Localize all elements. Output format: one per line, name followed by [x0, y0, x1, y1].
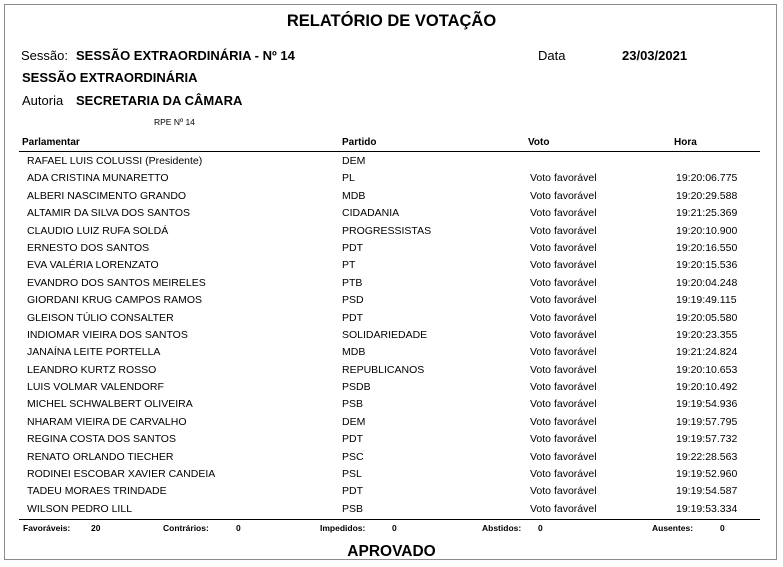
impeded-label: Impedidos:	[320, 523, 366, 533]
impeded-count: 0	[392, 523, 397, 533]
vote-time: 19:20:29.588	[676, 189, 738, 202]
member-name: EVANDRO DOS SANTOS MEIRELES	[27, 276, 206, 289]
vote-time: 19:21:24.824	[676, 346, 738, 359]
table-row	[0, 396, 783, 413]
vote-table-body	[0, 153, 783, 518]
member-name: ALTAMIR DA SILVA DOS SANTOS	[27, 207, 190, 220]
vote: Voto favorável	[530, 450, 597, 463]
member-name: ALBERI NASCIMENTO GRANDO	[27, 189, 187, 202]
header-partido: Partido	[342, 137, 377, 148]
vote-result: APROVADO	[347, 543, 436, 560]
table-row	[0, 188, 783, 205]
member-name: RENATO ORLANDO TIECHER	[27, 450, 174, 463]
vote: Voto favorável	[530, 363, 597, 376]
session-type: SESSÃO EXTRAORDINÁRIA	[22, 70, 198, 85]
vote: Voto favorável	[530, 207, 597, 220]
party: DEM	[342, 415, 366, 428]
party: PTB	[342, 276, 363, 289]
party: SOLIDARIEDADE	[342, 328, 428, 341]
member-name: EVA VALÉRIA LORENZATO	[27, 259, 159, 272]
table-row	[0, 344, 783, 361]
table-row	[0, 362, 783, 379]
party: PSL	[342, 468, 362, 481]
vote-time: 19:20:10.492	[676, 381, 738, 394]
vote-time: 19:19:57.732	[676, 433, 738, 446]
table-row	[0, 379, 783, 396]
vote-time: 19:20:23.355	[676, 328, 738, 341]
member-name: GLEISON TÚLIO CONSALTER	[27, 311, 174, 324]
vote-time: 19:20:05.580	[676, 311, 738, 324]
vote: Voto favorável	[530, 172, 597, 185]
vote-time: 19:20:10.900	[676, 224, 738, 237]
table-row	[0, 431, 783, 448]
vote-time: 19:19:54.936	[676, 398, 738, 411]
session-value: SESSÃO EXTRAORDINÁRIA - Nº 14	[76, 48, 295, 63]
date-value: 23/03/2021	[622, 48, 688, 63]
party: PDT	[342, 485, 363, 498]
vote: Voto favorável	[530, 328, 597, 341]
vote: Voto favorável	[530, 189, 597, 202]
party: REPUBLICANOS	[342, 363, 425, 376]
vote-time: 19:22:28.563	[676, 450, 738, 463]
member-name: LEANDRO KURTZ ROSSO	[27, 363, 157, 376]
vote: Voto favorável	[530, 398, 597, 411]
totals-divider	[19, 519, 760, 520]
report-title: RELATÓRIO DE VOTAÇÃO	[286, 12, 497, 30]
vote: Voto favorável	[530, 294, 597, 307]
header-hora: Hora	[674, 137, 697, 148]
abstained-label: Abstidos:	[482, 523, 522, 533]
against-count: 0	[236, 523, 241, 533]
vote: Voto favorável	[530, 259, 597, 272]
table-row	[0, 292, 783, 309]
table-row	[0, 205, 783, 222]
table-header	[19, 137, 760, 152]
session-label: Sessão:	[21, 48, 68, 63]
table-row	[0, 501, 783, 518]
party: MDB	[342, 346, 366, 359]
vote: Voto favorável	[530, 485, 597, 498]
member-name: MICHEL SCHWALBERT OLIVEIRA	[27, 398, 193, 411]
vote-time: 19:19:57.795	[676, 415, 738, 428]
vote-time: 19:20:04.248	[676, 276, 738, 289]
party: PDT	[342, 241, 363, 254]
vote-time: 19:20:16.550	[676, 241, 738, 254]
member-name: JANAÍNA LEITE PORTELLA	[27, 346, 161, 359]
date-label: Data	[538, 48, 566, 63]
party: PSDB	[342, 381, 371, 394]
vote: Voto favorável	[530, 241, 597, 254]
favorable-count: 20	[91, 523, 101, 533]
vote-time: 19:19:53.334	[676, 502, 738, 515]
vote: Voto favorável	[530, 468, 597, 481]
vote-time: 19:19:52.960	[676, 468, 738, 481]
party: PSB	[342, 502, 364, 515]
member-name: ERNESTO DOS SANTOS	[27, 241, 150, 254]
authorship-value: SECRETARIA DA CÂMARA	[76, 93, 243, 108]
member-name: REGINA COSTA DOS SANTOS	[27, 433, 176, 446]
party: PDT	[342, 311, 363, 324]
vote-time: 19:19:54.587	[676, 485, 738, 498]
absent-count: 0	[720, 523, 725, 533]
table-row	[0, 327, 783, 344]
table-row	[0, 483, 783, 500]
vote: Voto favorável	[530, 224, 597, 237]
favorable-label: Favoráveis:	[23, 523, 71, 533]
vote-time: 19:20:15.536	[676, 259, 738, 272]
party: DEM	[342, 155, 366, 167]
vote: Voto favorável	[530, 276, 597, 289]
abstained-count: 0	[538, 523, 543, 533]
member-name: RODINEI ESCOBAR XAVIER CANDEIA	[27, 468, 216, 481]
vote: Voto favorável	[530, 346, 597, 359]
matter-id: RPE Nº 14	[154, 117, 195, 127]
table-row	[0, 466, 783, 483]
party: PSB	[342, 398, 364, 411]
authorship-label: Autoria	[22, 93, 64, 108]
member-name: RAFAEL LUIS COLUSSI (Presidente)	[27, 155, 203, 167]
absent-label: Ausentes:	[652, 523, 694, 533]
vote-time: 19:21:25.369	[676, 207, 738, 220]
member-name: ADA CRISTINA MUNARETTO	[27, 172, 169, 185]
party: PL	[342, 172, 355, 185]
table-row	[0, 170, 783, 187]
vote: Voto favorável	[530, 311, 597, 324]
vote: Voto favorável	[530, 433, 597, 446]
party: PROGRESSISTAS	[342, 224, 432, 237]
party: MDB	[342, 189, 366, 202]
table-row	[0, 223, 783, 240]
vote: Voto favorável	[530, 415, 597, 428]
vote-time: 19:19:49.115	[676, 294, 737, 307]
table-row	[0, 257, 783, 274]
header-voto: Voto	[528, 137, 550, 148]
member-name: INDIOMAR VIEIRA DOS SANTOS	[27, 328, 188, 341]
vote-time: 19:20:10.653	[676, 363, 738, 376]
table-row	[0, 449, 783, 466]
party: CIDADANIA	[342, 207, 400, 220]
member-name: LUIS VOLMAR VALENDORF	[27, 381, 164, 394]
table-row	[0, 240, 783, 257]
table-row	[0, 310, 783, 327]
header-parlamentar: Parlamentar	[22, 137, 80, 148]
table-row	[0, 414, 783, 431]
against-label: Contrários:	[163, 523, 209, 533]
vote: Voto favorável	[530, 502, 597, 515]
member-name: GIORDANI KRUG CAMPOS RAMOS	[27, 294, 203, 307]
table-row	[0, 153, 783, 170]
party: PDT	[342, 433, 363, 446]
vote-time: 19:20:06.775	[676, 172, 738, 185]
party: PSC	[342, 450, 364, 463]
table-row	[0, 275, 783, 292]
party: PSD	[342, 294, 364, 307]
member-name: NHARAM VIEIRA DE CARVALHO	[27, 415, 187, 428]
vote: Voto favorável	[530, 381, 597, 394]
member-name: CLAUDIO LUIZ RUFA SOLDÁ	[27, 224, 169, 237]
member-name: WILSON PEDRO LILL	[27, 502, 133, 515]
party: PT	[342, 259, 356, 272]
member-name: TADEU MORAES TRINDADE	[27, 485, 167, 498]
